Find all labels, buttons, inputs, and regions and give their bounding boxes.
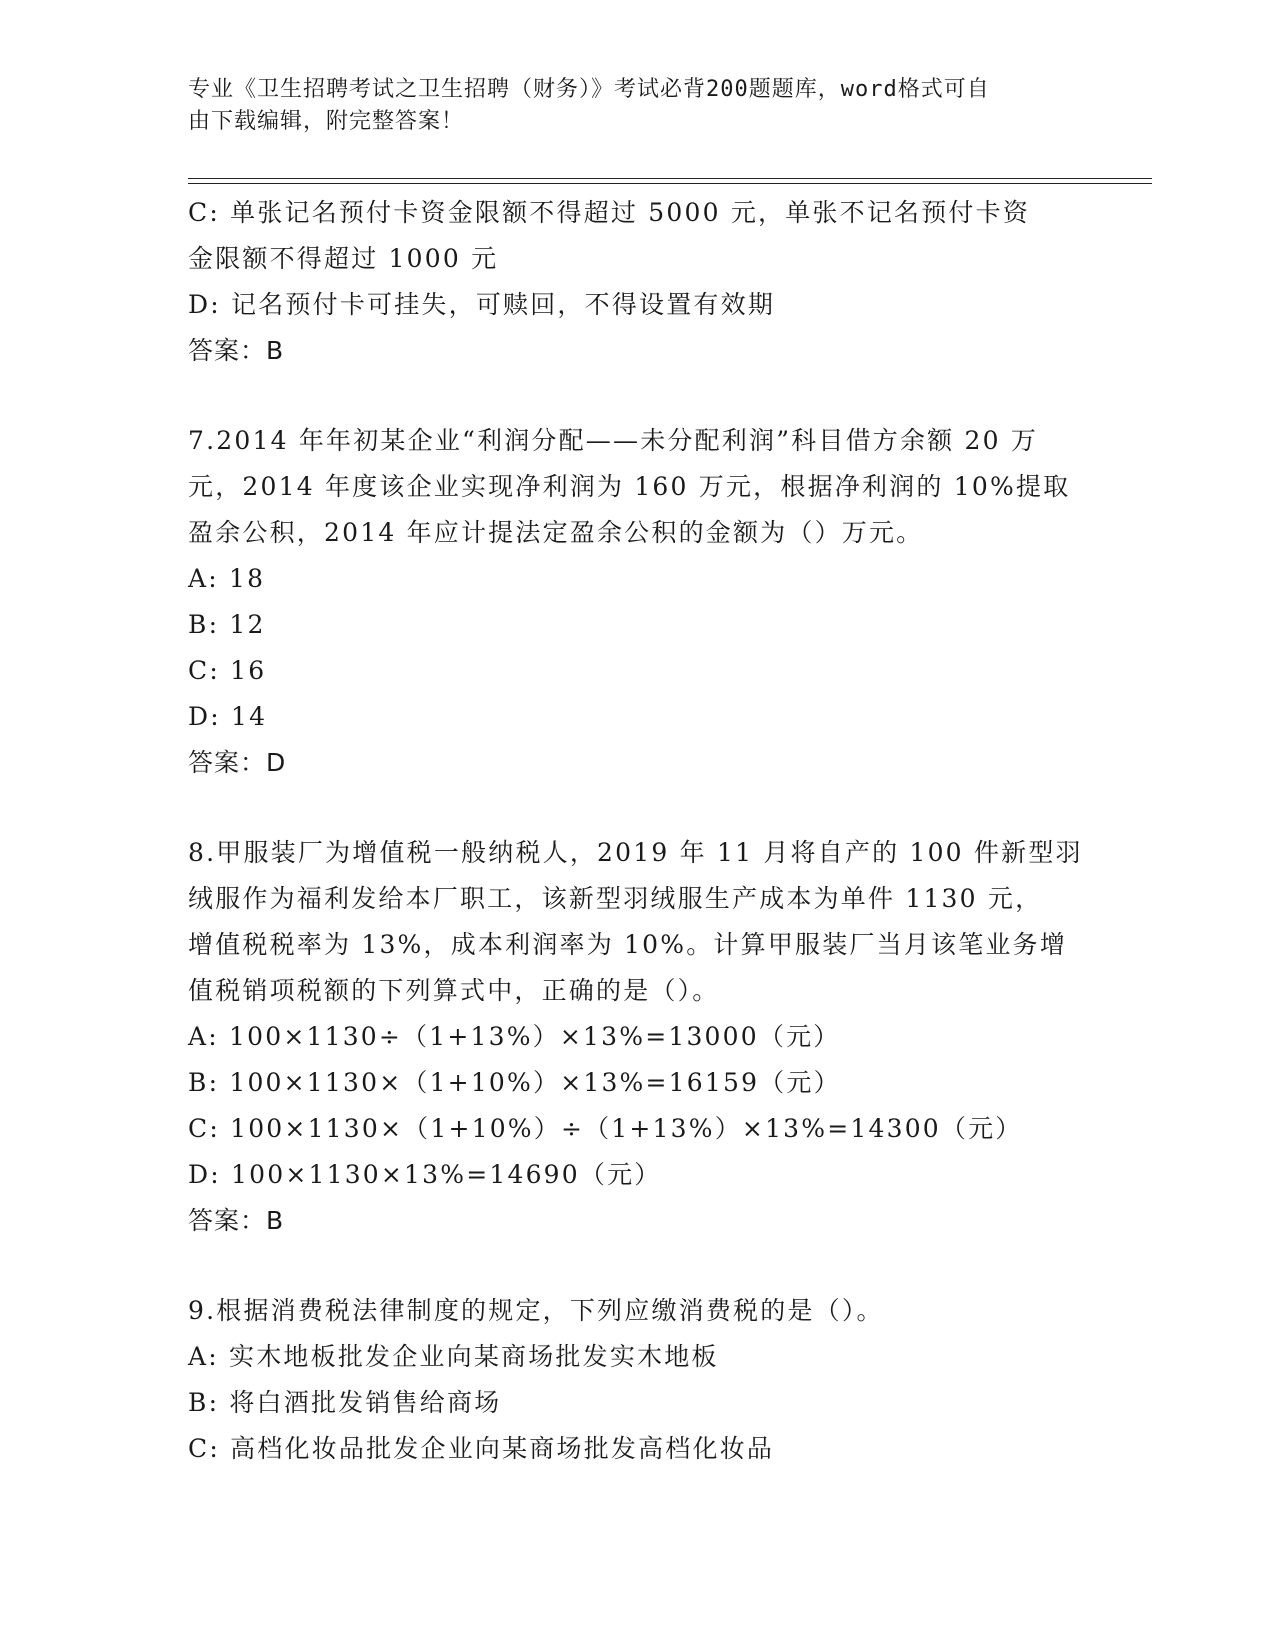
- q6-option-c-line-2: 金限额不得超过 1000 元: [188, 244, 499, 273]
- q9-option-a: A: 实木地板批发企业向某商场批发实木地板: [188, 1342, 719, 1371]
- q7-stem-line-1: 7.2014 年年初某企业“利润分配——未分配利润”科目借方余额 20 万: [188, 426, 1039, 455]
- header-line-1: 专业《卫生招聘考试之卫生招聘（财务）》考试必背200题题库，word格式可自: [188, 77, 990, 102]
- q8-stem-line-1: 8.甲服装厂为增值税一般纳税人，2019 年 11 月将自产的 100 件新型羽: [188, 838, 1083, 867]
- q7-answer: 答案：D: [188, 748, 287, 777]
- header-line-2: 由下载编辑，附完整答案！: [188, 109, 465, 134]
- spacer: [188, 786, 1088, 830]
- q9-option-c: C: 高档化妆品批发企业向某商场批发高档化妆品: [188, 1434, 775, 1463]
- q8-option-a: A: 100×1130÷（1+13%）×13%=13000（元）: [188, 1022, 841, 1051]
- q8-stem-line-4: 值税销项税额的下列算式中，正确的是（）。: [188, 976, 720, 1005]
- spacer: [188, 374, 1088, 418]
- q8-option-d: D: 100×1130×13%=14690（元）: [188, 1160, 662, 1189]
- question-content: [188, 190, 1088, 1472]
- q6-option-d: D: 记名预付卡可挂失，可赎回，不得设置有效期: [188, 290, 776, 319]
- header-divider-top: [188, 178, 1152, 179]
- document-header: [188, 74, 1068, 138]
- q8-option-b: B: 100×1130×（1+10%）×13%=16159（元）: [188, 1068, 841, 1097]
- q7-stem-line-3: 盈余公积，2014 年应计提法定盈余公积的金额为（）万元。: [188, 518, 924, 547]
- question-7: [188, 418, 1088, 786]
- q9-option-b: B: 将白酒批发销售给商场: [188, 1388, 502, 1417]
- q8-answer: 答案：B: [188, 1206, 285, 1235]
- q7-option-c: C: 16: [188, 656, 267, 685]
- q8-stem-line-3: 增值税税率为 13%，成本利润率为 10%。计算甲服装厂当月该笔业务增: [188, 930, 1068, 959]
- header-divider-bottom: [188, 183, 1152, 184]
- question-8: [188, 830, 1088, 1244]
- q7-option-d: D: 14: [188, 702, 268, 731]
- spacer: [188, 1244, 1088, 1288]
- q9-stem-line-1: 9.根据消费税法律制度的规定，下列应缴消费税的是（）。: [188, 1296, 884, 1325]
- q8-stem-line-2: 绒服作为福利发给本厂职工，该新型羽绒服生产成本为单件 1130 元，: [188, 884, 1043, 913]
- question-9: [188, 1288, 1088, 1472]
- q8-option-c: C: 100×1130×（1+10%）÷（1+13%）×13%=14300（元）: [188, 1114, 1023, 1143]
- question-6-remainder: [188, 190, 1088, 374]
- q6-answer: 答案：B: [188, 336, 285, 365]
- q7-option-b: B: 12: [188, 610, 266, 639]
- q6-option-c-line-1: C: 单张记名预付卡资金限额不得超过 5000 元，单张不记名预付卡资: [188, 198, 1031, 227]
- q7-stem-line-2: 元，2014 年度该企业实现净利润为 160 万元，根据净利润的 10%提取: [188, 472, 1071, 501]
- q7-option-a: A: 18: [188, 564, 266, 593]
